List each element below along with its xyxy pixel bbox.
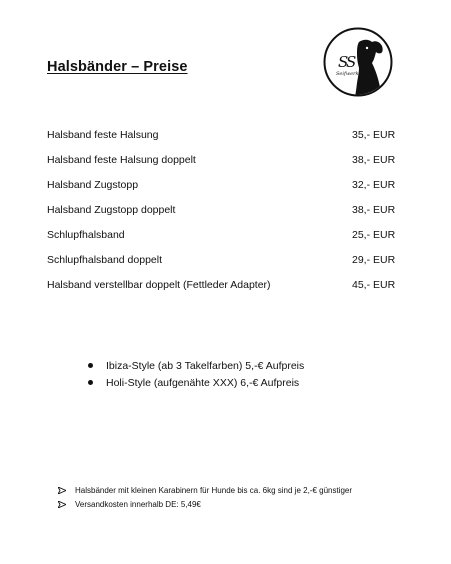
arrowhead-bullet-icon [58,501,66,508]
item-name: Halsband feste Halsung [47,129,159,141]
bullet-dot-icon [88,363,93,368]
item-price: 29,- EUR [352,254,396,266]
item-price: 35,- EUR [352,129,396,141]
item-price: 38,- EUR [352,154,396,166]
price-row [47,203,396,228]
logo-monogram: S​S [338,53,355,71]
item-name: Halsband Zugstopp doppelt [47,204,176,216]
extras-list [88,359,304,393]
item-price: 25,- EUR [352,229,396,241]
brand-logo [323,27,393,97]
page-title: Halsbänder – Preise [47,59,188,75]
price-list [47,128,396,303]
list-item [58,499,352,513]
list-item [88,376,304,393]
dog-silhouette-logo-icon [323,27,393,97]
item-price: 38,- EUR [352,204,396,216]
price-row [47,153,396,178]
item-price: 32,- EUR [352,179,396,191]
item-name: Halsband verstellbar doppelt (Fettleder Adapter) [47,279,271,291]
logo-text: Seifwerk [336,71,359,77]
price-row [47,278,396,303]
item-name: Schlupfhalsband [47,229,125,241]
item-price: 45,- EUR [352,279,396,291]
extra-text: Ibiza-Style (ab 3 Takelfarben) 5,-€ Aufpreis [106,360,305,372]
arrowhead-bullet-icon [58,487,66,494]
list-item [88,359,304,376]
price-row [47,178,396,203]
notes-list [58,485,352,513]
bullet-dot-icon [88,380,93,385]
note-text: Versandkosten innerhalb DE: 5,49€ [75,500,201,509]
price-row [47,253,396,278]
price-row [47,128,396,153]
note-text: Halsbänder mit kleinen Karabinern für Hunde bis ca. 6kg sind je 2,-€ günstiger [75,486,353,495]
price-row [47,228,396,253]
extra-text: Holi-Style (aufgenähte XXX) 6,-€ Aufpreis [106,377,300,389]
item-name: Halsband Zugstopp [47,179,139,191]
item-name: Halsband feste Halsung doppelt [47,154,196,166]
item-name: Schlupfhalsband doppelt [47,254,163,266]
list-item [58,485,352,499]
